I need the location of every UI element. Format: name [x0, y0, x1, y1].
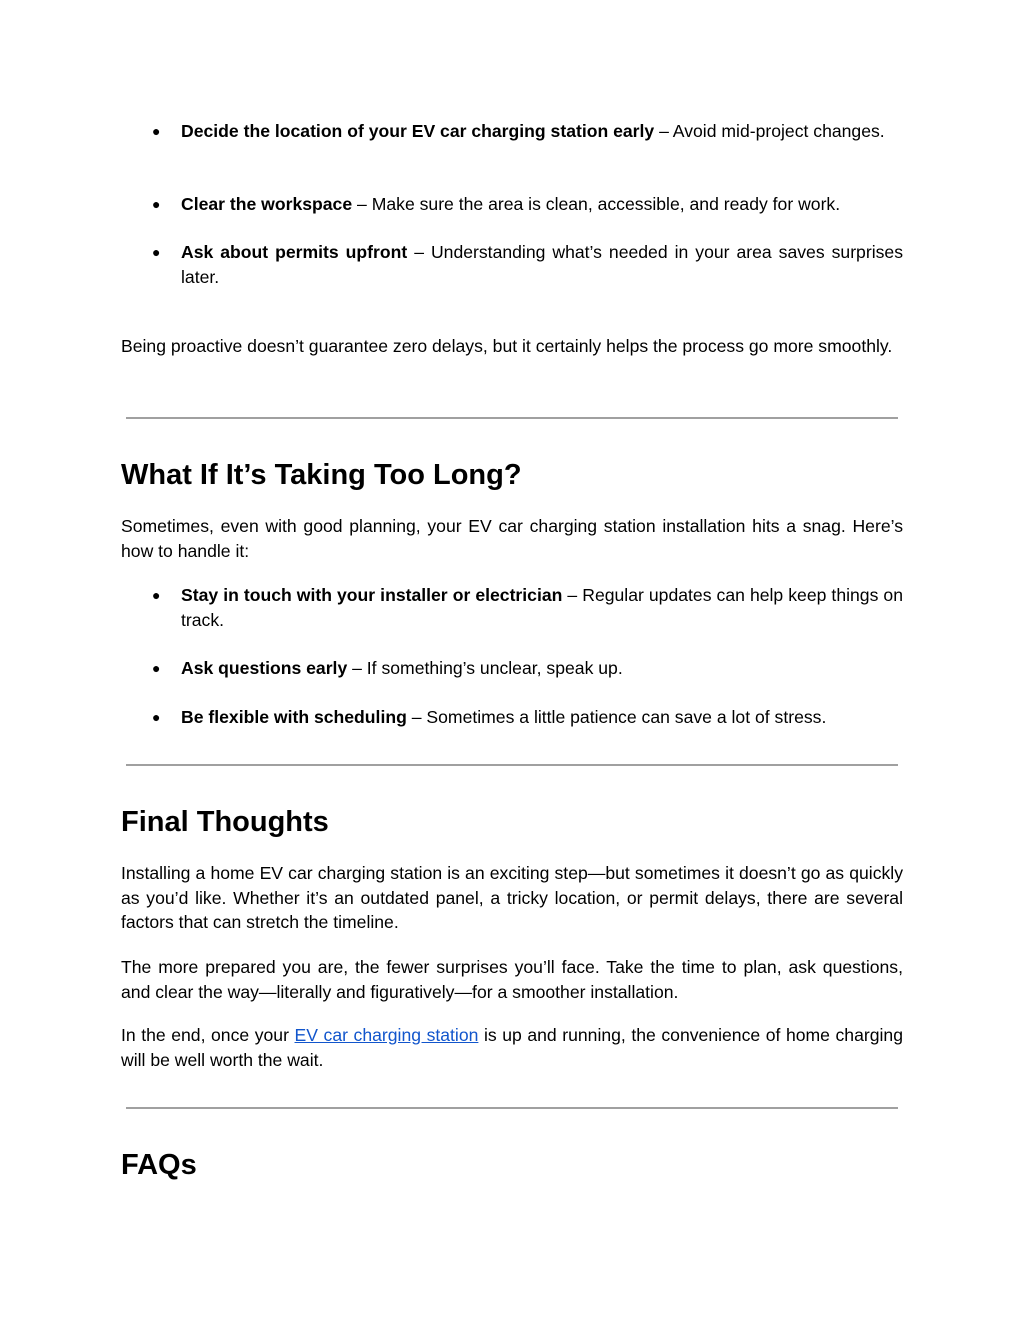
- list-item-rest: – Avoid mid-project changes.: [654, 121, 885, 141]
- list-item-rest: – Regular updates can help keep things on track.: [181, 585, 903, 630]
- bullet-icon: ●: [152, 123, 161, 139]
- list-item-text: [181, 705, 903, 730]
- list-item: [121, 240, 903, 289]
- list-item-text: [181, 583, 903, 632]
- section-heading-too-long: What If It’s Taking Too Long?: [121, 459, 522, 491]
- list-item-bold: Decide the location of your EV car charging station early: [181, 121, 655, 141]
- list-item-rest: – Make sure the area is clean, accessible, and ready for work.: [352, 194, 841, 214]
- list-item-bold: Ask about permits upfront: [181, 242, 408, 262]
- list-item-bold: Be flexible with scheduling: [181, 707, 407, 727]
- list-item-text: [181, 656, 903, 681]
- list-item-rest: – Understanding what’s needed in your area saves surprises later.: [181, 242, 903, 287]
- list-item: [121, 583, 903, 632]
- list-item: [121, 119, 903, 144]
- section-heading-final-thoughts: Final Thoughts: [121, 806, 329, 838]
- list-item-text: [181, 192, 903, 217]
- list-item-bold: Ask questions early: [181, 658, 348, 678]
- bullet-icon: ●: [152, 244, 161, 260]
- final-paragraph-3: [121, 1023, 903, 1072]
- proactive-paragraph: Being proactive doesn’t guarantee zero delays, but it certainly helps the process go more smoothly.: [121, 336, 893, 356]
- final-paragraph-3-before: In the end, once your: [121, 1025, 295, 1045]
- list-item-text: [181, 119, 903, 144]
- list-item-rest: – If something’s unclear, speak up.: [347, 658, 623, 678]
- bullet-icon: ●: [152, 196, 161, 212]
- list-item-bold: Clear the workspace: [181, 194, 353, 214]
- bullet-icon: ●: [152, 587, 161, 603]
- ev-charging-station-link[interactable]: EV car charging station: [294, 1025, 479, 1045]
- final-paragraph-2: The more prepared you are, the fewer surprises you’ll face. Take the time to plan, ask questions, and clear the way—literally and figuratively—for a smoother installation.: [121, 957, 903, 1002]
- final-paragraph-3-after: is up and running, the convenience of home charging will be well worth the wait.: [121, 1025, 903, 1070]
- list-item-text: [181, 240, 903, 289]
- section-heading-faqs: FAQs: [121, 1149, 197, 1181]
- bullet-icon: ●: [152, 660, 161, 676]
- horizontal-rule: [126, 417, 898, 419]
- bullet-icon: ●: [152, 709, 161, 725]
- horizontal-rule: [126, 1107, 898, 1109]
- too-long-intro: Sometimes, even with good planning, your EV car charging station installation hits a snag. Here’s how to handle it:: [121, 516, 903, 561]
- horizontal-rule: [126, 764, 898, 766]
- list-item: [121, 192, 903, 217]
- list-item: [121, 656, 903, 681]
- list-item: [121, 705, 903, 730]
- list-item-bold: Stay in touch with your installer or electrician: [181, 585, 563, 605]
- list-item-rest: – Sometimes a little patience can save a lot of stress.: [406, 707, 827, 727]
- final-paragraph-1: Installing a home EV car charging station is an exciting step—but sometimes it doesn’t go as quickly as you’d like. Whether it’s an outdated panel, a tricky location, or permit delays, there are several factors that can stretch the timeline.: [121, 863, 903, 932]
